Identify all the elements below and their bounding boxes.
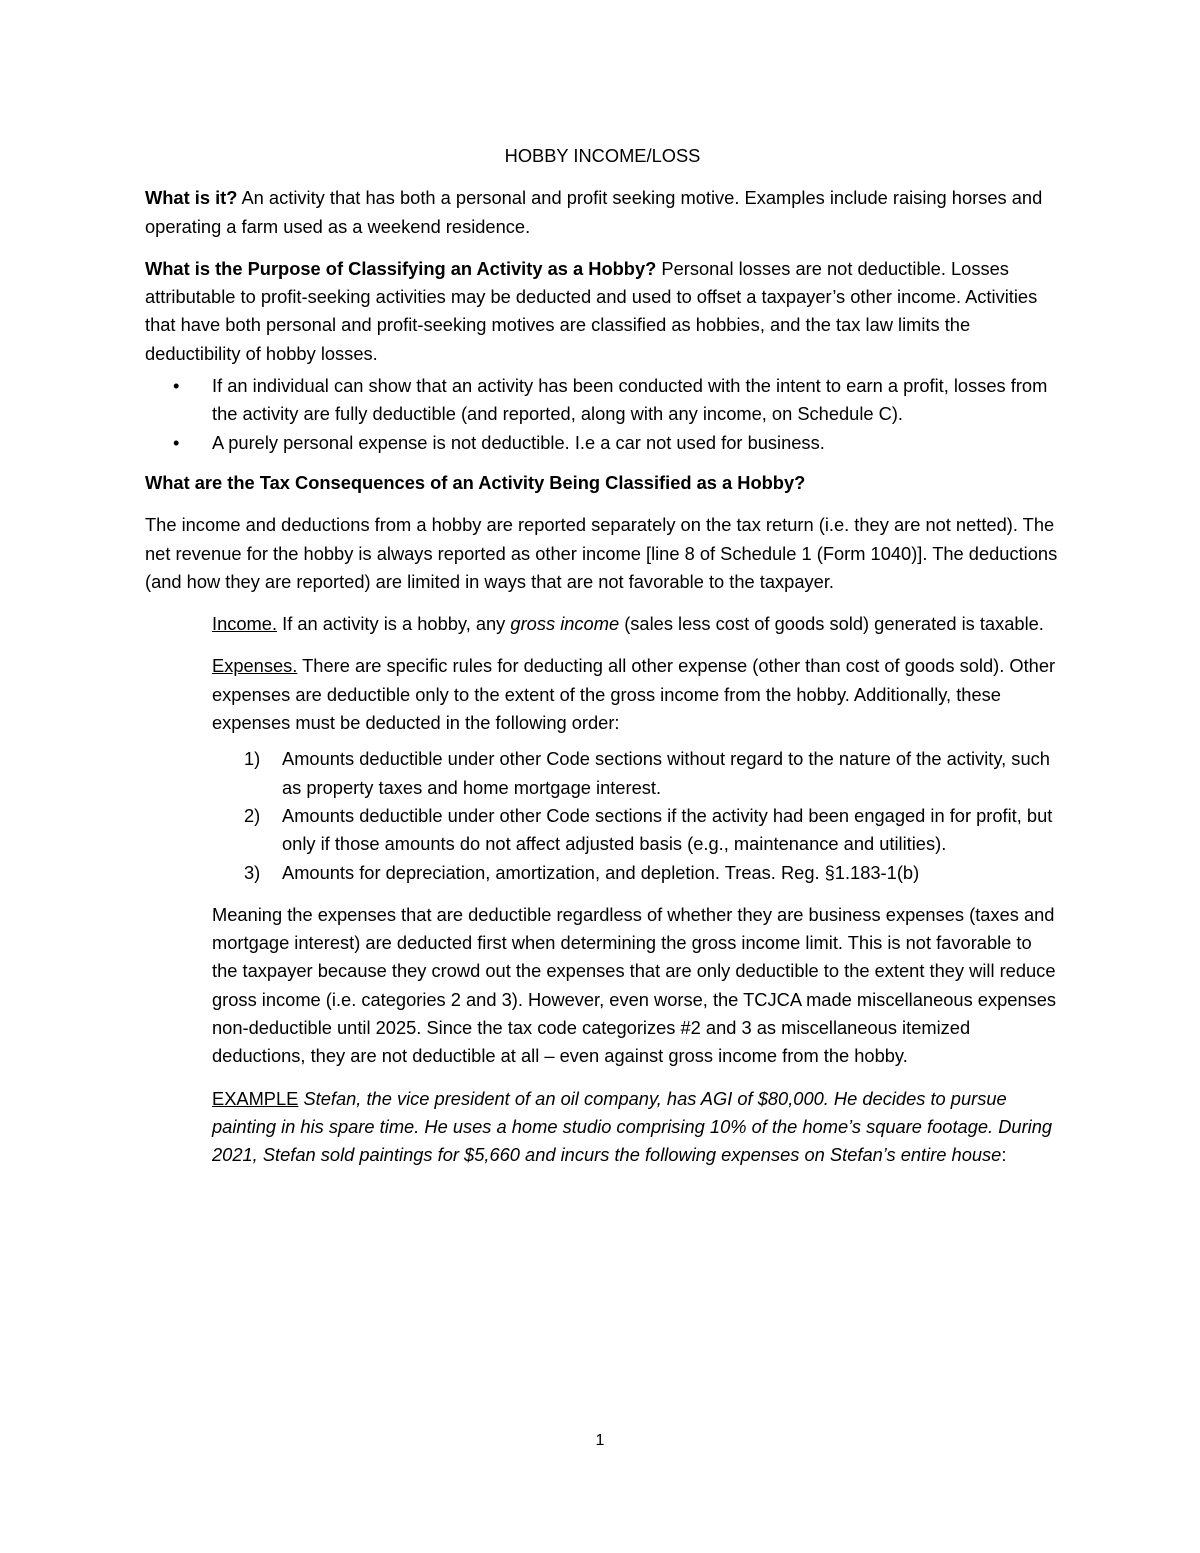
step-number: 1)	[244, 748, 261, 770]
consequences-paragraph: The income and deductions from a hobby are reported separately on the tax return (i.e. they are not netted). The net revenue for the hobby is always reported as other income [line 8 of Schedule 1 (Form 1040)]. The deductions (and how they are reported) are limited in ways that are not favorable to the taxpayer.	[145, 514, 1058, 592]
step-number: 2)	[244, 804, 261, 826]
tax-consequences-heading: What are the Tax Consequences of an Activity Being Classified as a Hobby?	[145, 471, 806, 493]
list-item	[244, 802, 1060, 859]
expenses-label: Expenses.	[212, 655, 298, 677]
what-is-it-label: What is it?	[145, 187, 238, 209]
purpose-text: Personal losses are not deductible. Losses attributable to profit-seeking activities may be deducted and used to offset a taxpayer’s other income. Activities that have both personal and profit-seeking motives are classified as hobbies, and the tax law limits the deductibility of hobby losses.	[145, 257, 1038, 364]
example-paragraph	[145, 1085, 1060, 1170]
step-text: Amounts deductible under other Code sections without regard to the nature of the activity, such as property taxes and home mortgage interest.	[282, 748, 1050, 798]
what-is-it-paragraph	[145, 184, 1060, 241]
bullet-text: A purely personal expense is not deductible. I.e a car not used for business.	[212, 431, 825, 453]
list-item	[244, 745, 1060, 802]
bullet-glyph: •	[173, 375, 180, 397]
step-number: 3)	[244, 861, 261, 883]
example-label: EXAMPLE	[212, 1087, 299, 1109]
purpose-paragraph	[145, 255, 1060, 368]
purpose-label: What is the Purpose of Classifying an Activity as a Hobby?	[145, 257, 657, 279]
step-text: Amounts deductible under other Code sections if the activity had been engaged in for profit, but only if those amounts do not affect adjusted basis (e.g., maintenance and utilities).	[282, 804, 1053, 855]
step-text: Amounts for depreciation, amortization, and depletion. Treas. Reg. §1.183-1(b)	[282, 861, 920, 883]
income-paragraph	[145, 610, 1060, 638]
example-text: Stefan, the vice president of an oil company, has AGI of $80,000. He decides to pursue painting in his spare time. He uses a home studio comprising 10% of the home’s square footage. During 2021, Stefan sold paintings for $5,660 and incurs the following expenses on Stefan’s entire house	[212, 1087, 1053, 1166]
what-is-it-text: An activity that has both a personal and profit seeking motive. Examples include raising horses and operating a farm used as a weekend residence.	[145, 187, 1043, 237]
list-item	[244, 859, 1060, 887]
bullet-glyph: •	[173, 431, 180, 453]
bullet-text: If an individual can show that an activity has been conducted with the intent to earn a profit, losses from the activity are fully deductible (and reported, along with any income, on Schedule C).	[212, 375, 1048, 425]
example-colon: :	[1001, 1144, 1007, 1166]
gross-income-term: gross income	[510, 613, 620, 635]
income-text-pre: If an activity is a hobby, any	[277, 613, 511, 635]
bullet-list	[145, 372, 1060, 457]
list-item	[173, 372, 1060, 429]
expenses-text: There are specific rules for deducting all other expense (other than cost of goods sold). Other expenses are deductible only to the extent of the gross income from the hobby. Additionally, these expenses must be deducted in the following order:	[212, 655, 1056, 734]
document-title: HOBBY INCOME/LOSS	[504, 145, 701, 166]
meaning-paragraph: Meaning the expenses that are deductible regardless of whether they are business expenses (taxes and mortgage interest) are deducted first when determining the gross income limit. This is not favorable to the taxpayer because they crowd out the expenses that are only deductible to the extent they will reduce gross income (i.e. categories 2 and 3). However, even worse, the TCJCA made miscellaneous expenses non-deductible until 2025. Since the tax code categorizes #2 and 3 as miscellaneous itemized deductions, they are not deductible at all – even against gross income from the hobby.	[212, 903, 1057, 1067]
income-text-post: (sales less cost of goods sold) generated is taxable.	[619, 613, 1044, 635]
page-number: 1	[595, 1432, 605, 1449]
expenses-paragraph	[145, 652, 1060, 737]
deduction-order-list	[145, 745, 1060, 886]
income-label: Income.	[212, 613, 278, 635]
list-item	[173, 429, 1060, 457]
